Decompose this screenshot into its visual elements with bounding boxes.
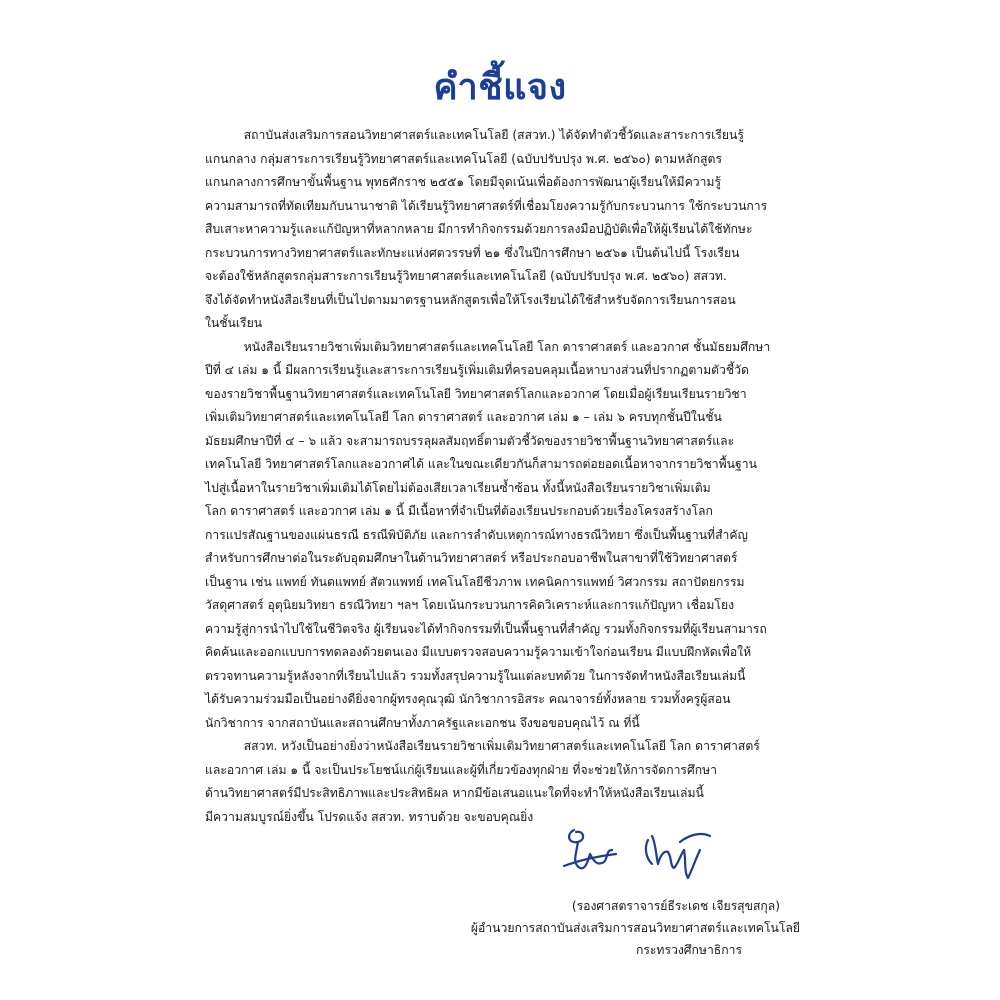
text-line: สำหรับการศึกษาต่อในระดับอุดมศึกษาในด้านวิทยาศาสตร์ หรือประกอบอาชีพในสาขาที่ใช้วิทยาศาสตร์	[205, 551, 738, 565]
text-line: จึงได้จัดทำหนังสือเรียนที่เป็นไปตามมาตรฐานหลักสูตรเพื่อให้โรงเรียนได้ใช้สำหรับจัดการเรียนการสอน	[205, 292, 736, 307]
text-line: และอวกาศ เล่ม ๑ นี้ จะเป็นประโยชน์แก่ผู้เรียนและผู้ที่เกี่ยวข้องทุกฝ่าย ที่จะช่วยให้การจัดการศึกษา	[205, 762, 717, 777]
text-line: แกนกลางการศึกษาขั้นพื้นฐาน พุทธศักราช ๒๕๕๑ โดยมีจุดเน้นเพื่อต้องการพัฒนาผู้เรียนให้มีความรู้	[205, 175, 721, 189]
text-line: ได้รับความร่วมมือเป็นอย่างดียิ่งจากผู้ทรงคุณวุฒิ นักวิชาการอิสระ คณาจารย์ทั้งหลาย รวมทั้งครูผู้สอน	[205, 692, 731, 706]
text-line: นักวิชาการ จากสถาบันและสถานศึกษาทั้งภาครัฐและเอกชน จึงขอขอบคุณไว้ ณ ที่นี้	[205, 715, 640, 730]
text-line: ตรวจทานความรู้หลังจากที่เรียนไปแล้ว รวมทั้งสรุปความรู้ในแต่ละบทด้วย ในการจัดทำหนังสือเรียนเล่มนี้	[205, 668, 746, 683]
text-line: มีความสมบูรณ์ยิ่งขึ้น โปรดแจ้ง สสวท. ทราบด้วย จะขอบคุณยิ่ง	[205, 809, 534, 824]
text-line: หนังสือเรียนรายวิชาเพิ่มเติมวิทยาศาสตร์และเทคโนโลยี โลก ดาราศาสตร์ และอวกาศ ชั้นมัธยมศึกษา	[205, 339, 771, 354]
text-line: สืบเสาะหาความรู้และแก้ปัญหาที่หลากหลาย มีการทำกิจกรรมด้วยการลงมือปฏิบัติเพื่อให้ผู้เรียนได้ใช้ทักษะ	[205, 222, 753, 236]
text-line: ปีที่ ๔ เล่ม ๑ นี้ มีผลการเรียนรู้และสาระการเรียนรู้เพิ่มเติมที่ครอบคลุมเนื้อหาบางส่วนที่ปรากฏตามตัวชี้วัด	[205, 363, 749, 377]
text-line: กระบวนการทางวิทยาศาสตร์และทักษะแห่งศตวรรษที่ ๒๑ ซึ่งในปีการศึกษา ๒๕๖๑ เป็นต้นไปนี้ โรงเรียน	[205, 245, 740, 260]
text-line: มัธยมศึกษาปีที่ ๔ – ๖ แล้ว จะสามารถบรรลุผลสัมฤทธิ์ตามตัวชี้วัดของรายวิชาพื้นฐานวิทยาศาสตร์และ	[205, 433, 735, 448]
text-line: จะต้องใช้หลักสูตรกลุ่มสาระการเรียนรู้วิทยาศาสตร์และเทคโนโลยี (ฉบับปรับปรุง พ.ศ. ๒๕๖๐) สสวท.	[205, 269, 727, 283]
text-line: เทคโนโลยี วิทยาศาสตร์โลกและอวกาศได้ และในขณะเดียวกันก็สามารถต่อยอดเนื้อหาจากรายวิชาพื้นฐาน	[205, 457, 757, 471]
text-line: ความสามารถที่ทัดเทียมกับนานาชาติ ได้เรียนรู้วิทยาศาสตร์ที่เชื่อมโยงความรู้กับกระบวนการ ใช้กระบวนการ	[205, 198, 768, 213]
paragraph-1	[205, 124, 800, 336]
text-line: แกนกลาง กลุ่มสาระการเรียนรู้วิทยาศาสตร์และเทคโนโลยี (ฉบับปรับปรุง พ.ศ. ๒๕๖๐) ตามหลักสูตร	[205, 151, 722, 166]
handwritten-signature	[560, 820, 730, 890]
paragraph-3	[205, 735, 800, 829]
paragraph-2	[205, 336, 800, 736]
text-line: ในชั้นเรียน	[205, 316, 263, 330]
text-line: วัสดุศาสตร์ อุตุนิยมวิทยา ธรณีวิทยา ฯลฯ โดยเน้นกระบวนการคิดวิเคราะห์และการแก้ปัญหา เชื่อมโยง	[205, 598, 735, 612]
signatory-organization: กระทรวงศึกษาธิการ	[635, 943, 742, 957]
text-line: โลก ดาราศาสตร์ และอวกาศ เล่ม ๑ นี้ มีเนื้อหาที่จำเป็นที่ต้องเรียนประกอบด้วยเรื่องโครงสร้างโลก	[205, 504, 713, 518]
signatory-name: (รองศาสตราจารย์ธีระเดช เจียรสุขสกุล)	[571, 899, 780, 913]
text-line: การแปรสัณฐานของแผ่นธรณี ธรณีพิบัติภัย และการลำดับเหตุการณ์ทางธรณีวิทยา ซึ่งเป็นพื้นฐานที่สำคัญ	[205, 527, 748, 542]
text-line: เป็นฐาน เช่น แพทย์ ทันตแพทย์ สัตวแพทย์ เทคโนโลยีชีวภาพ เทคนิคการแพทย์ วิศวกรรม สถาปัตยกรรม	[205, 574, 745, 589]
text-line: ไปสู่เนื้อหาในรายวิชาเพิ่มเติมได้โดยไม่ต้องเสียเวลาเรียนซ้ำซ้อน ทั้งนี้หนังสือเรียนรายวิชาเพิ่มเติม	[205, 480, 711, 495]
text-line: ความรู้สู่การนำไปใช้ในชีวิตจริง ผู้เรียนจะได้ทำกิจกรรมที่เป็นพื้นฐานที่สำคัญ รวมทั้งกิจกรรมที่ผู้เรียนสามารถ	[205, 621, 767, 636]
signatory-position: ผู้อำนวยการสถาบันส่งเสริมการสอนวิทยาศาสตร์และเทคโนโลยี	[470, 921, 800, 935]
text-line: คิดค้นและออกแบบการทดลองด้วยตนเอง มีแบบตรวจสอบความรู้ความเข้าใจก่อนเรียน มีแบบฝึกหัดเพื่อให้	[205, 645, 752, 659]
text-line: เพิ่มเติมวิทยาศาสตร์และเทคโนโลยี โลก ดาราศาสตร์ และอวกาศ เล่ม ๑ – เล่ม ๖ ครบทุกชั้นปีในชั้น	[205, 410, 722, 424]
text-line: ด้านวิทยาศาสตร์มีประสิทธิภาพและประสิทธิผล หากมีข้อเสนอแนะใดที่จะทำให้หนังสือเรียนเล่มนี้	[205, 786, 704, 800]
text-line: สถาบันส่งเสริมการสอนวิทยาศาสตร์และเทคโนโลยี (สสวท.) ได้จัดทำตัวชี้วัดและสาระการเรียนรู้	[205, 128, 744, 142]
text-line: ของรายวิชาพื้นฐานวิทยาศาสตร์และเทคโนโลยี วิทยาศาสตร์โลกและอวกาศ โดยเมื่อผู้เรียนเรียนรายวิชา	[205, 386, 747, 401]
text-line: สสวท. หวังเป็นอย่างยิ่งว่าหนังสือเรียนรายวิชาเพิ่มเติมวิทยาศาสตร์และเทคโนโลยี โลก ดาราศาสตร์	[205, 739, 760, 753]
body-text	[205, 124, 800, 829]
page-title: คำชี้แจง	[433, 67, 567, 108]
